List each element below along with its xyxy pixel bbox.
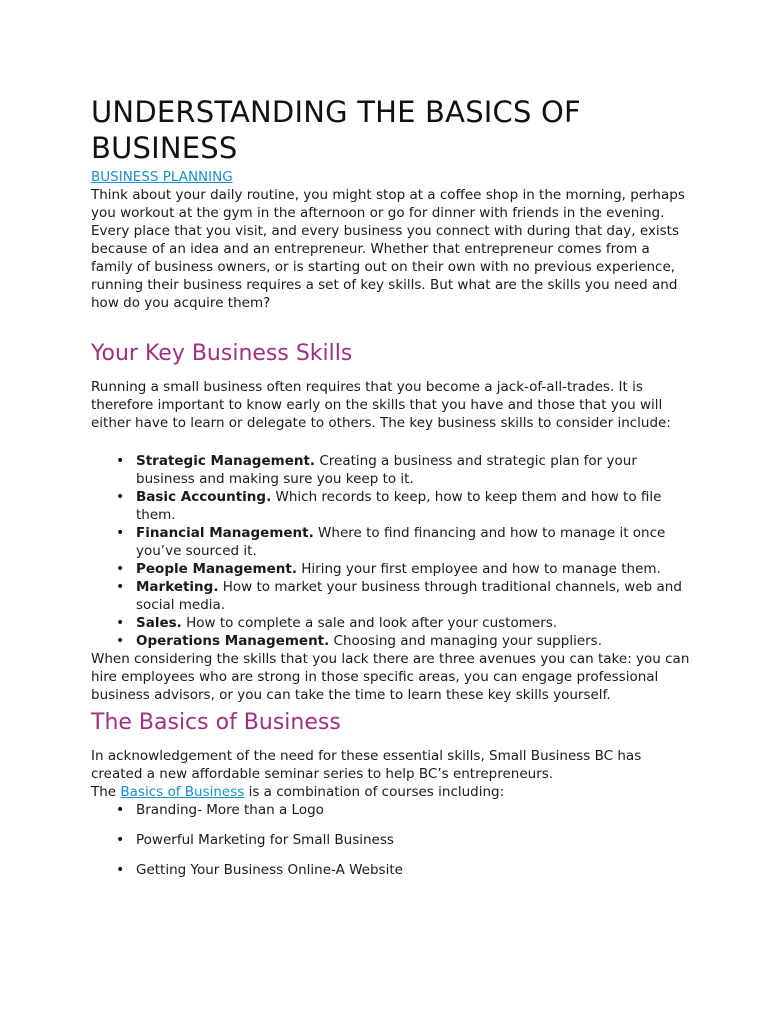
skill-term: Basic Accounting. [136, 489, 272, 505]
skill-description: Choosing and managing your suppliers. [329, 633, 602, 649]
list-item [136, 560, 691, 578]
basics-suffix-text: is a combination of courses including: [244, 784, 505, 800]
list-item [136, 524, 691, 560]
skill-term: Marketing. [136, 579, 219, 595]
list-item: • Getting Your Business Online-A Website [136, 861, 691, 879]
skills-closing-paragraph: When considering the skills that you lack there are three avenues you can take: you can hire employees who are strong in those specific areas, you can engage professional business advisors, or you can take the time to learn these key skills yourself. [91, 651, 690, 703]
skill-description: How to complete a sale and look after your customers. [181, 615, 558, 631]
document-title: UNDERSTANDING THE BASICS OF BUSINESS [91, 95, 581, 165]
skill-description: Which records to keep, how to keep them and how to file them. [136, 489, 662, 523]
skill-term: People Management. [136, 561, 297, 577]
skill-term: Sales. [136, 615, 182, 631]
business-planning-link[interactable]: BUSINESS PLANNING [91, 169, 233, 185]
list-item [136, 614, 691, 632]
list-item: • Powerful Marketing for Small Business [136, 831, 691, 849]
skills-list [91, 452, 691, 650]
skill-description: Creating a business and strategic plan for your business and making sure you keep to it. [136, 453, 637, 487]
skill-description: Hiring your first employee and how to manage them. [296, 561, 661, 577]
skill-term: Strategic Management. [136, 453, 316, 469]
basics-courses-intro [91, 783, 691, 801]
courses-list [91, 801, 691, 879]
skill-description: How to market your business through traditional channels, web and social media. [136, 579, 682, 613]
list-item [136, 578, 691, 614]
list-item: • Branding- More than a Logo [136, 801, 691, 819]
basics-prefix-text: The [91, 784, 121, 800]
basics-paragraph: In acknowledgement of the need for these essential skills, Small Business BC has created a new affordable seminar series to help BC’s entrepreneurs. [91, 748, 642, 782]
skill-term: Financial Management. [136, 525, 314, 541]
key-skills-heading: Your Key Business Skills [91, 341, 353, 366]
document-page [91, 94, 691, 891]
list-item [136, 452, 691, 488]
list-item [136, 632, 691, 650]
basics-heading: The Basics of Business [91, 710, 341, 735]
skill-term: Operations Management. [136, 633, 330, 649]
list-item [136, 488, 691, 524]
intro-paragraph: Think about your daily routine, you might stop at a coffee shop in the morning, perhaps you workout at the gym in the afternoon or go for dinner with friends in the evening. Every place that you visit, and every business you connect with during that day, exists because of an idea and an entrepreneur. Whether that entrepreneur comes from a family of business owners, or is starting out on their own with no previous experience, running their business requires a set of key skills. But what are the skills you need and how do you acquire them? [91, 187, 685, 311]
skills-intro-paragraph: Running a small business often requires that you become a jack-of-all-trades. It is therefore important to know early on the skills that you have and those that you will either have to learn or delegate to others. The key business skills to consider include: [91, 379, 671, 431]
basics-of-business-link[interactable]: Basics of Business [120, 784, 245, 800]
skill-description: Where to find financing and how to manage it once you’ve sourced it. [136, 525, 666, 559]
